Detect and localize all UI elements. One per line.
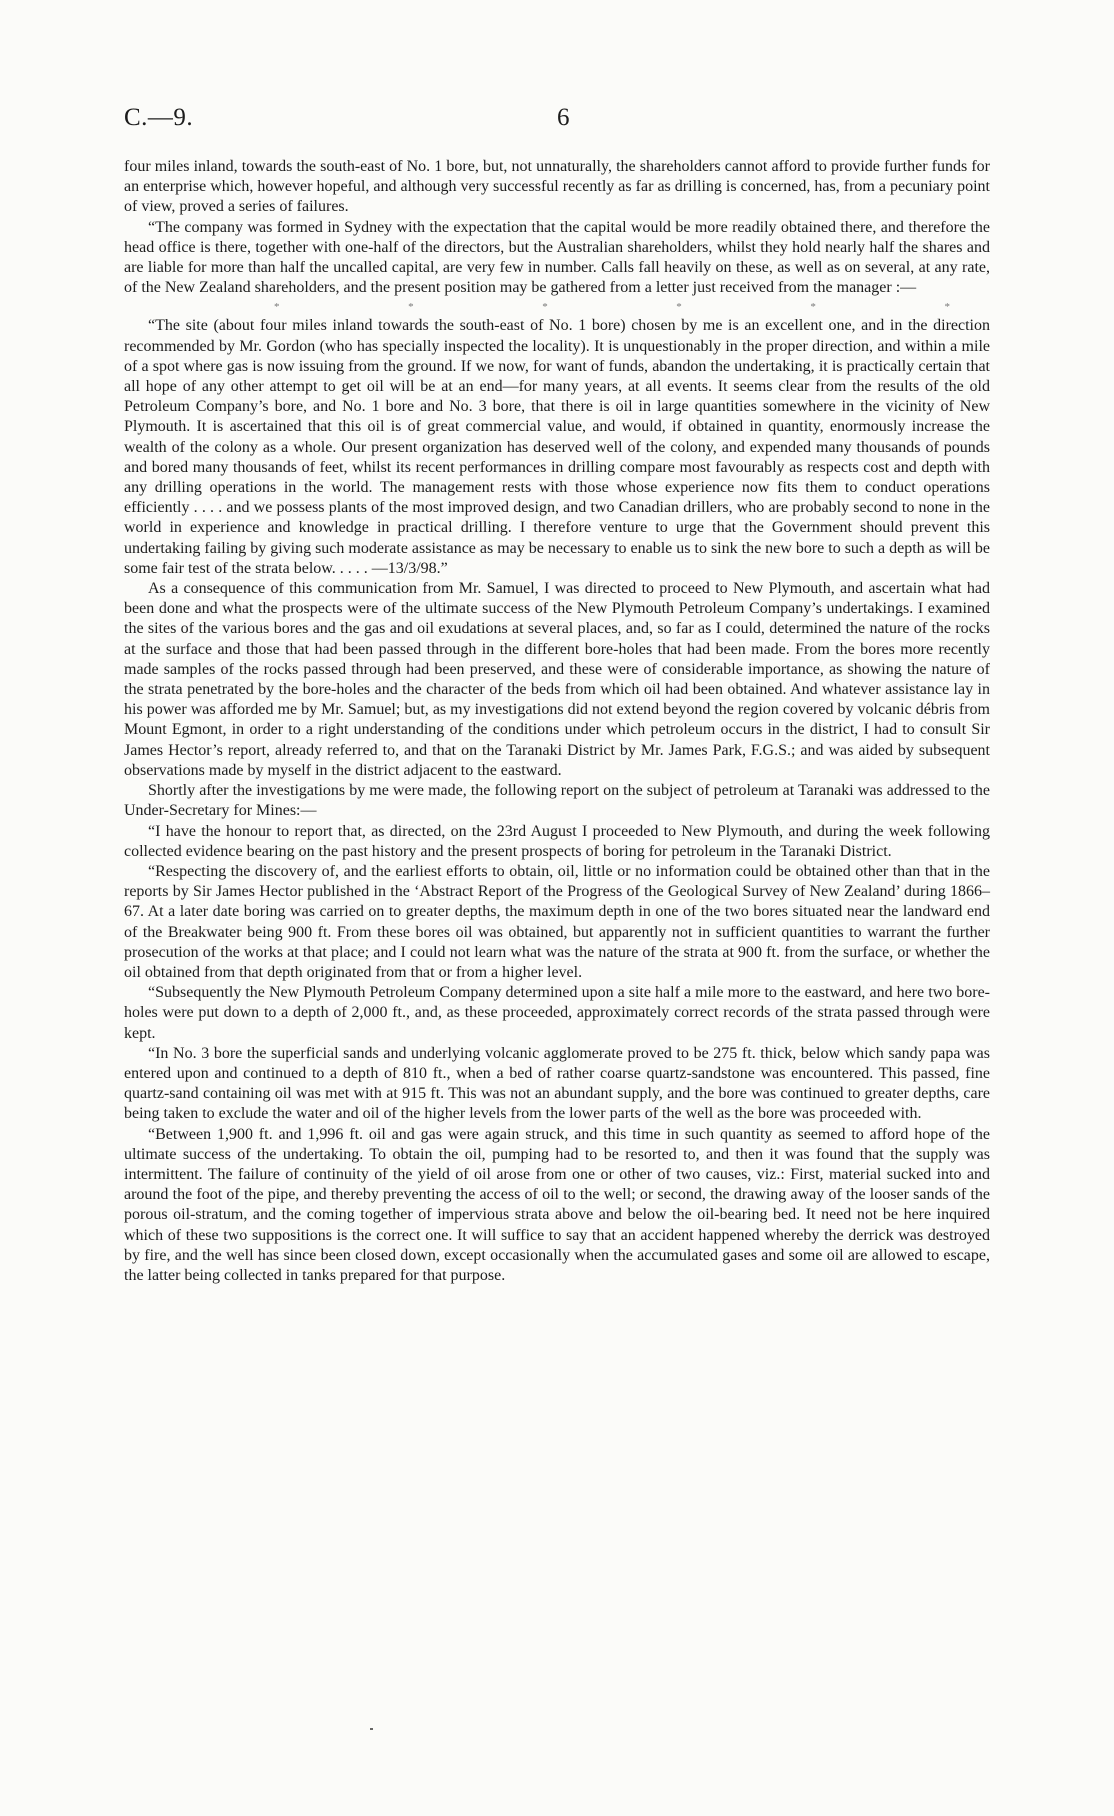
document-reference: C.—9. (124, 104, 194, 131)
star-glyph: * (810, 301, 816, 314)
paragraph: “I have the honour to report that, as directed, on the 23rd August I proceeded to New Plymouth, and during the week following collected evidence bearing on the past history and the present prospects of boring for petroleum in the Taranaki District. (124, 822, 990, 860)
paragraph: four miles inland, towards the south-east of No. 1 bore, but, not unnaturally, the shareholders cannot afford to provide further funds for an enterprise which, however hopeful, and although very successful recently as far as drilling is concerned, has, from a pecuniary point of view, proved a series of failures. (124, 158, 990, 216)
paragraph: Shortly after the investigations by me were made, the following report on the subject of petroleum at Taranaki was addressed to the Under-Secretary for Mines:— (124, 782, 990, 820)
print-speck (370, 1728, 373, 1730)
page-number: 6 (557, 104, 570, 131)
star-glyph: * (944, 301, 950, 314)
paragraph: “The site (about four miles inland towards the south-east of No. 1 bore) chosen by me is an excellent one, and in the direction recommended by Mr. Gordon (who has specially inspected the locality). It is unquestionably in the proper direction, and within a mile of a spot where gas is now issuing from the ground. If we now, for want of funds, abandon the undertaking, it is practically certain that all hope of any other attempt to get oil will be at an end—for many years, at all events. It seems clear from the results of the old Petroleum Company’s bore, and No. 1 bore and No. 3 bore, that there is oil in large quantities somewhere in the vicinity of New Plymouth. It is ascertained that this oil is of great commercial value, and would, if obtained in quantity, enormously increase the wealth of the colony as a whole. Our present organization has deserved well of the colony, and expended many thousands of pounds and bored many thousands of feet, whilst its recent performances in drilling compare most favourably as respects cost and depth with any drilling operations in the world. The management rests with those whose experience now fits them to conduct operations efficiently . . . . and we possess plants of the most improved design, and two Canadian drillers, who are probably second to none in the world in experience and knowledge in practical drilling. I therefore venture to urge that the Government should prevent this undertaking failing by giving such moderate assistance as may be necessary to enable us to sink the new bore to such a depth as will be some fair test of the strata below. . . . . —13/3/98.” (124, 317, 990, 577)
star-glyph: * (274, 301, 280, 314)
paragraph: “Subsequently the New Plymouth Petroleum Company determined upon a site half a mile more to the eastward, and here two bore-holes were put down to a depth of 2,000 ft., and, as these proceeded, approximately correct records of the strata passed through were kept. (124, 984, 990, 1042)
star-glyph: * (676, 301, 682, 314)
star-glyph: * (408, 301, 414, 314)
body-text (124, 157, 990, 1286)
paragraph: “The company was formed in Sydney with the expectation that the capital would be more readily obtained there, and therefore the head office is there, together with one-half of the directors, but the Australian shareholders, whilst they hold nearly half the shares and are liable for more than half the uncalled capital, are very few in number. Calls fall heavily on these, as well as on several, at any rate, of the New Zealand shareholders, and the present position may be gathered from a letter just received from the manager :— (124, 218, 990, 297)
star-glyph: * (542, 301, 548, 314)
ellipsis-stars (124, 298, 990, 316)
paragraph: As a consequence of this communication from Mr. Samuel, I was directed to proceed to New Plymouth, and ascertain what had been done and what the prospects were of the ultimate success of the New Plymouth Petroleum Company’s undertakings. I examined the sites of the various bores and the gas and oil exudations at several places, and, so far as I could, determined the nature of the rocks at the surface and those that had been passed through in the different bore-holes that had been made. From the bores more recently made samples of the rocks passed through had been preserved, and these were of considerable importance, as showing the nature of the strata penetrated by the bore-holes and the character of the beds from which oil had been obtained. And whatever assistance lay in his power was afforded me by Mr. Samuel; but, as my investigations did not extend beyond the region covered by volcanic débris from Mount Egmont, in order to a right understanding of the conditions under which petroleum occurs in the district, I had to consult Sir James Hector’s report, already referred to, and that on the Taranaki District by Mr. James Park, F.G.S.; and was aided by subsequent observations made by myself in the district adjacent to the eastward. (124, 580, 990, 779)
paragraph: “Respecting the discovery of, and the earliest efforts to obtain, oil, little or no information could be obtained other than that in the reports by Sir James Hector published in the ‘Abstract Report of the Progress of the Geological Survey of New Zealand’ during 1866–67. At a later date boring was carried on to greater depths, the maximum depth in one of the two bores situated near the landward end of the Breakwater being 900 ft. From these bores oil was obtained, but apparently not in sufficient quantities to warrant the further prosecution of the works at that place; and I could not learn what was the nature of the strata at 900 ft. from the surface, or whether the oil obtained from that depth originated from that or from a higher level. (124, 862, 990, 981)
page-header (124, 104, 990, 136)
paragraph: “Between 1,900 ft. and 1,996 ft. oil and gas were again struck, and this time in such quantity as seemed to afford hope of the ultimate success of the undertaking. To obtain the oil, pumping had to be resorted to, and then it was found that the supply was intermittent. The failure of continuity of the yield of oil arose from one or other of two causes, viz.: First, material sucked into and around the foot of the pipe, and thereby preventing the access of oil to the well; or second, the drawing away of the looser sands of the porous oil-stratum, and the coming together of impervious strata above and below the oil-bearing bed. It need not be here inquired which of these two suppositions is the correct one. It will suffice to say that an accident happened whereby the derrick was destroyed by fire, and the well has since been closed down, except occasionally when the accumulated gases and some oil are allowed to escape, the latter being collected in tanks prepared for that purpose. (124, 1125, 990, 1284)
paragraph: “In No. 3 bore the superficial sands and underlying volcanic agglomerate proved to be 275 ft. thick, below which sandy papa was entered upon and continued to a depth of 810 ft., when a bed of rather coarse quartz-sandstone was encountered. This passed, fine quartz-sand containing oil was met with at 915 ft. This was not an abundant supply, and the bore was continued to greater depths, care being taken to exclude the water and oil of the higher levels from the lower parts of the well as the bore was proceeded with. (124, 1044, 990, 1123)
